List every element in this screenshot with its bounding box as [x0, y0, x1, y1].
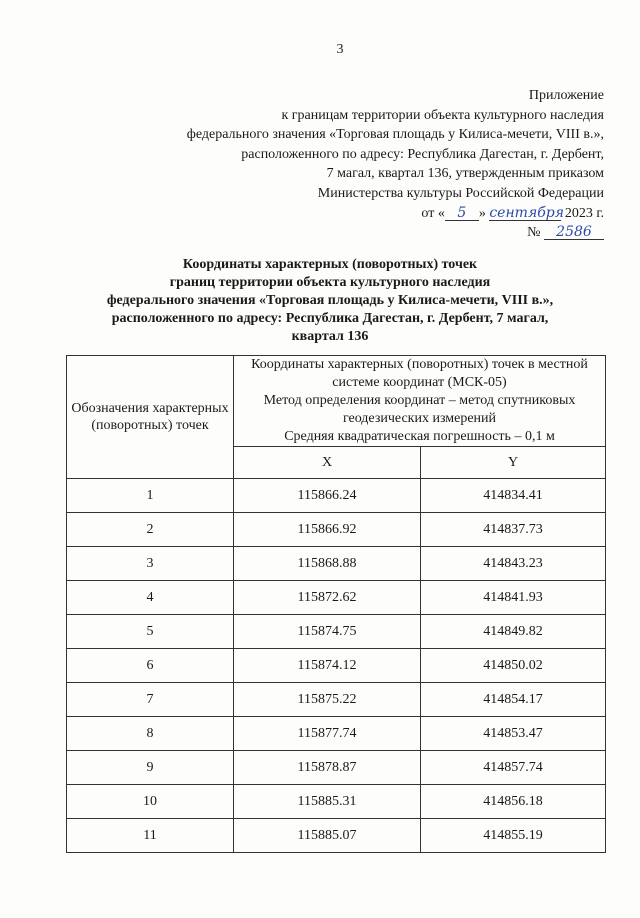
col-header-x: X: [234, 447, 421, 479]
y-coordinate-cell: 414855.19: [421, 819, 606, 853]
title-line: расположенного по адресу: Республика Дагестан, г. Дербент, 7 магал,: [111, 311, 549, 326]
point-id-cell: 2: [67, 513, 234, 547]
x-coordinate-cell: 115868.88: [234, 547, 421, 581]
col-header-points: Обозначения характерных (поворотных) точек: [67, 356, 234, 479]
appendix-line: 7 магал, квартал 136, утвержденным приказом: [326, 166, 604, 182]
appendix-heading: Приложение: [528, 88, 604, 103]
x-coordinate-cell: 115874.12: [234, 649, 421, 683]
date-mid: »: [478, 205, 486, 221]
x-coordinate-cell: 115877.74: [234, 717, 421, 751]
table-row: [67, 683, 606, 717]
date-month-handwritten: сентября: [489, 204, 564, 221]
y-coordinate-cell: 414849.82: [421, 615, 606, 649]
order-number-line: [84, 223, 604, 243]
y-coordinate-cell: 414837.73: [421, 513, 606, 547]
order-number-handwritten: 2586: [544, 225, 604, 240]
date-prefix: от «: [421, 205, 445, 221]
y-coordinate-cell: 414843.23: [421, 547, 606, 581]
appendix-line: к границам территории объекта культурного наследия: [281, 107, 604, 123]
y-coordinate-cell: 414853.47: [421, 717, 606, 751]
table-header-row: [67, 356, 606, 447]
x-coordinate-cell: 115866.24: [234, 479, 421, 513]
title-line: федерального значения «Торговая площадь у Килиса-мечети, VIII в.»,: [106, 293, 554, 308]
coordinates-table: [66, 355, 606, 853]
y-coordinate-cell: 414841.93: [421, 581, 606, 615]
y-coordinate-cell: 414850.02: [421, 649, 606, 683]
table-row: [67, 547, 606, 581]
document-title: [60, 256, 600, 346]
x-coordinate-cell: 115885.31: [234, 785, 421, 819]
x-coordinate-cell: 115872.62: [234, 581, 421, 615]
date-year: 2023 г.: [564, 205, 604, 221]
coord-header-line: Средняя квадратическая погрешность – 0,1 м: [284, 429, 555, 444]
col-header-y: Y: [421, 447, 606, 479]
y-coordinate-cell: 414856.18: [421, 785, 606, 819]
appendix-line: федерального значения «Торговая площадь у Килиса-мечети, VIII в.»,: [186, 127, 604, 143]
number-prefix: №: [527, 225, 541, 241]
title-line: Координаты характерных (поворотных) точек: [182, 257, 478, 272]
x-coordinate-cell: 115885.07: [234, 819, 421, 853]
table-row: [67, 513, 606, 547]
point-id-cell: 10: [67, 785, 234, 819]
table-row: [67, 615, 606, 649]
table-row: [67, 479, 606, 513]
table-row: [67, 581, 606, 615]
table-row: [67, 717, 606, 751]
point-id-cell: 3: [67, 547, 234, 581]
point-id-cell: 1: [67, 479, 234, 513]
y-coordinate-cell: 414834.41: [421, 479, 606, 513]
title-line: квартал 136: [291, 329, 369, 344]
table-row: [67, 819, 606, 853]
col-header-coordinates: [234, 356, 606, 447]
coord-header-line: Координаты характерных (поворотных) точек в местной системе координат (МСК-05): [251, 357, 588, 390]
point-id-cell: 7: [67, 683, 234, 717]
point-id-cell: 11: [67, 819, 234, 853]
page-number: 3: [336, 42, 344, 57]
point-id-cell: 4: [67, 581, 234, 615]
point-id-cell: 8: [67, 717, 234, 751]
title-line: границ территории объекта культурного наследия: [169, 275, 491, 290]
table-row: [67, 751, 606, 785]
table-row: [67, 785, 606, 819]
point-id-cell: 5: [67, 615, 234, 649]
table-row: [67, 649, 606, 683]
coord-header-line: Метод определения координат – метод спутниковых геодезических измерений: [263, 393, 576, 426]
x-coordinate-cell: 115878.87: [234, 751, 421, 785]
x-coordinate-cell: 115874.75: [234, 615, 421, 649]
order-date-line: [84, 204, 604, 224]
point-id-cell: 9: [67, 751, 234, 785]
y-coordinate-cell: 414854.17: [421, 683, 606, 717]
date-day-handwritten: 5: [445, 206, 479, 221]
x-coordinate-cell: 115866.92: [234, 513, 421, 547]
y-coordinate-cell: 414857.74: [421, 751, 606, 785]
appendix-line: расположенного по адресу: Республика Дагестан, г. Дербент,: [241, 146, 604, 162]
appendix-block: [84, 86, 604, 243]
appendix-line: Министерства культуры Российской Федерации: [317, 185, 604, 201]
x-coordinate-cell: 115875.22: [234, 683, 421, 717]
point-id-cell: 6: [67, 649, 234, 683]
